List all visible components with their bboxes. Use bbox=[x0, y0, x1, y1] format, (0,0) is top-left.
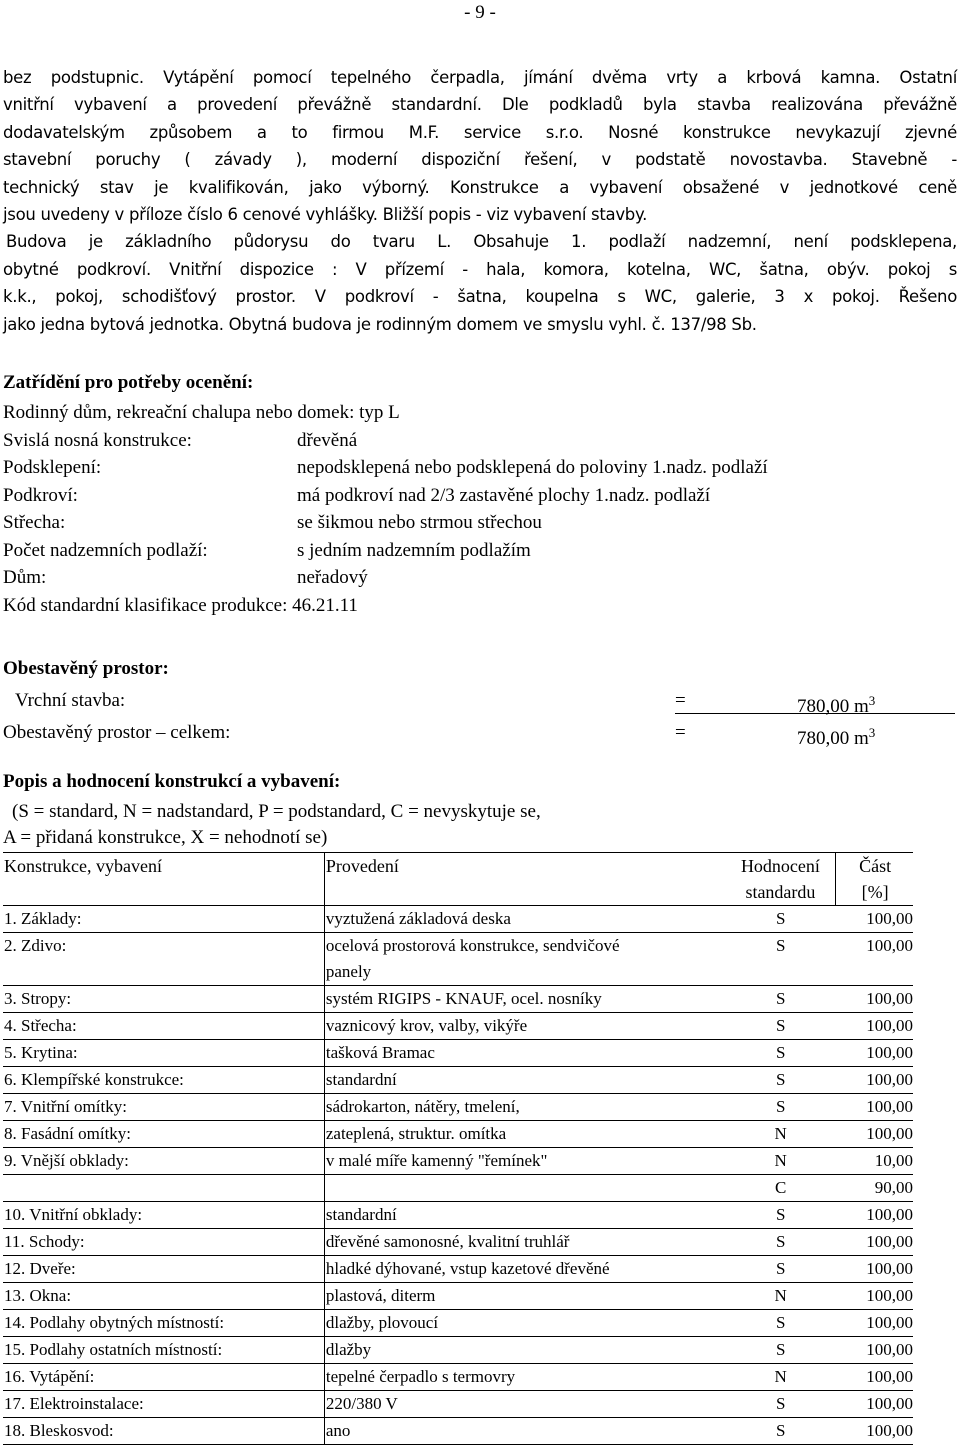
share-cell: 100,00 bbox=[836, 1013, 913, 1040]
share-cell: 100,00 bbox=[836, 1121, 913, 1148]
execution-cell: zateplená, struktur. omítka bbox=[324, 1121, 724, 1148]
rating-cell: S bbox=[725, 986, 836, 1013]
table-row bbox=[3, 1148, 913, 1175]
rating-cell: N bbox=[725, 1364, 836, 1391]
share-cell: 100,00 bbox=[836, 1067, 913, 1094]
rating-cell: N bbox=[725, 1121, 836, 1148]
table-row bbox=[3, 933, 913, 986]
legend-line: A = přidaná konstrukce, X = nehodnotí se) bbox=[3, 827, 328, 848]
classification-heading: Zatřídění pro potřeby ocenění: bbox=[3, 372, 254, 393]
share-cell: 100,00 bbox=[836, 906, 913, 933]
table-row bbox=[3, 1175, 913, 1202]
rating-cell: N bbox=[725, 1148, 836, 1175]
rating-cell: S bbox=[725, 1391, 836, 1418]
construction-cell: 1. Základy: bbox=[3, 906, 324, 933]
table-row bbox=[3, 1310, 913, 1337]
classification-type-line: Rodinný dům, rekreační chalupa nebo domek: typ L bbox=[3, 402, 400, 423]
table-header bbox=[3, 853, 913, 906]
legend-line: (S = standard, N = nadstandard, P = podstandard, C = nevyskytuje se, bbox=[12, 801, 541, 822]
share-cell: 100,00 bbox=[836, 1310, 913, 1337]
share-cell: 100,00 bbox=[836, 1202, 913, 1229]
rating-cell: S bbox=[725, 1418, 836, 1445]
table-row bbox=[3, 906, 913, 933]
execution-cell: standardní bbox=[324, 1202, 724, 1229]
classification-list bbox=[3, 399, 957, 619]
table-row bbox=[3, 1202, 913, 1229]
share-cell: 100,00 bbox=[836, 1229, 913, 1256]
construction-cell: 6. Klempířské konstrukce: bbox=[3, 1067, 324, 1094]
execution-cell: plastová, diterm bbox=[324, 1283, 724, 1310]
table-row bbox=[3, 1067, 913, 1094]
rating-cell: S bbox=[725, 1040, 836, 1067]
column-header: Část [%] bbox=[836, 853, 913, 906]
execution-cell: hladké dýhované, vstup kazetové dřevěné bbox=[324, 1256, 724, 1283]
sum-underline bbox=[675, 713, 955, 714]
share-cell: 100,00 bbox=[836, 1391, 913, 1418]
share-cell: 100,00 bbox=[836, 1337, 913, 1364]
classification-row: Střecha: se šikmou nebo strmou střechou bbox=[3, 512, 542, 533]
table-row bbox=[3, 1418, 913, 1445]
construction-cell: 7. Vnitřní omítky: bbox=[3, 1094, 324, 1121]
classification-row: Podsklepení: nepodsklepená nebo podsklepená do poloviny 1.nadz. podlaží bbox=[3, 457, 768, 478]
table-row bbox=[3, 1283, 913, 1310]
intro-line: k.k., pokoj, schodišťový prostor. V podkroví - šatna, koupelna s WC, galerie, 3 x pokoj. Řešeno bbox=[3, 287, 957, 307]
table-row bbox=[3, 1337, 913, 1364]
construction-cell: 9. Vnější obklady: bbox=[3, 1148, 324, 1175]
execution-cell: sádrokarton, nátěry, tmelení, bbox=[324, 1094, 724, 1121]
rating-cell: S bbox=[725, 1229, 836, 1256]
table-row bbox=[3, 1229, 913, 1256]
construction-cell: 17. Elektroinstalace: bbox=[3, 1391, 324, 1418]
intro-line: bez podstupnic. Vytápění pomocí tepelného čerpadla, jímání dvěma vrty a krbová kamna. Ostatní bbox=[3, 68, 957, 87]
share-cell: 100,00 bbox=[836, 1364, 913, 1391]
execution-cell: tepelné čerpadlo s termovry bbox=[324, 1364, 724, 1391]
column-header: Konstrukce, vybavení bbox=[3, 853, 324, 906]
rating-cell: S bbox=[725, 1337, 836, 1364]
share-cell: 90,00 bbox=[836, 1175, 913, 1202]
classification-row: Počet nadzemních podlaží: s jedním nadzemním podlažím bbox=[3, 539, 531, 561]
share-cell: 100,00 bbox=[836, 1256, 913, 1283]
classification-row: Svislá nosná konstrukce: dřevěná bbox=[3, 429, 358, 451]
construction-cell: 8. Fasádní omítky: bbox=[3, 1121, 324, 1148]
construction-cell: 18. Bleskosvod: bbox=[3, 1418, 324, 1445]
table-row bbox=[3, 1391, 913, 1418]
column-header: Provedení bbox=[324, 853, 724, 906]
execution-cell bbox=[324, 1175, 724, 1202]
table-row bbox=[3, 1094, 913, 1121]
share-cell: 100,00 bbox=[836, 933, 913, 986]
table-row bbox=[3, 1040, 913, 1067]
construction-cell: 4. Střecha: bbox=[3, 1013, 324, 1040]
rating-cell: N bbox=[725, 1283, 836, 1310]
construction-cell: 2. Zdivo: bbox=[3, 933, 324, 986]
rating-cell: S bbox=[725, 1310, 836, 1337]
execution-cell: vaznicový krov, valby, vikýře bbox=[324, 1013, 724, 1040]
intro-line: obytné podkroví. Vnitřní dispozice : V přízemí - hala, komora, kotelna, WC, šatna, obýv. pokoj s bbox=[3, 259, 957, 279]
execution-cell: v malé míře kamenný "řemínek" bbox=[324, 1148, 724, 1175]
execution-cell: tašková Bramac bbox=[324, 1040, 724, 1067]
construction-table bbox=[3, 852, 913, 1445]
construction-cell: 15. Podlahy ostatních místností: bbox=[3, 1337, 324, 1364]
intro-line: jako jedna bytová jednotka. Obytná budova je rodinným domem ve smyslu vyhl. č. 137/98 Sb. bbox=[3, 314, 757, 334]
share-cell: 100,00 bbox=[836, 1283, 913, 1310]
construction-cell: 13. Okna: bbox=[3, 1283, 324, 1310]
intro-line: stavební poruchy ( závady ), moderní dispoziční řešení, v podstatě novostavba. Stavebně - bbox=[3, 150, 957, 170]
execution-cell: dlažby bbox=[324, 1337, 724, 1364]
intro-paragraph bbox=[3, 64, 957, 338]
classification-row: Podkroví: má podkroví nad 2/3 zastavěné plochy 1.nadz. podlaží bbox=[3, 484, 711, 506]
rating-cell: C bbox=[725, 1175, 836, 1202]
rating-cell: S bbox=[725, 1094, 836, 1121]
volume-block bbox=[3, 686, 957, 750]
page-number: - 9 - bbox=[464, 2, 496, 23]
table-row bbox=[3, 1121, 913, 1148]
volume-row: Vrchní stavba: = 780,00 $m^3$ bbox=[3, 686, 957, 718]
table-row bbox=[3, 1013, 913, 1040]
execution-cell: dlažby, plovoucí bbox=[324, 1310, 724, 1337]
column-header: Hodnocení standardu bbox=[725, 853, 836, 906]
execution-cell: ocelová prostorová konstrukce, sendvičové panely bbox=[324, 933, 724, 986]
share-cell: 100,00 bbox=[836, 986, 913, 1013]
share-cell: 100,00 bbox=[836, 1418, 913, 1445]
execution-cell: vyztužená základová deska bbox=[324, 906, 724, 933]
table-row bbox=[3, 1364, 913, 1391]
rating-cell: S bbox=[725, 933, 836, 986]
rating-cell: S bbox=[725, 1256, 836, 1283]
execution-cell: standardní bbox=[324, 1067, 724, 1094]
share-cell: 100,00 bbox=[836, 1094, 913, 1121]
execution-cell: 220/380 V bbox=[324, 1391, 724, 1418]
volume-heading: Obestavěný prostor: bbox=[3, 658, 169, 679]
share-cell: 100,00 bbox=[836, 1040, 913, 1067]
construction-cell: 11. Schody: bbox=[3, 1229, 324, 1256]
rating-cell: S bbox=[725, 1013, 836, 1040]
construction-cell: 12. Dveře: bbox=[3, 1256, 324, 1283]
share-cell: 10,00 bbox=[836, 1148, 913, 1175]
intro-line: vnitřní vybavení a provedení převážně standardní. Dle podkladů byla stavba realizována převážně bbox=[3, 95, 957, 115]
assessment-heading: Popis a hodnocení konstrukcí a vybavení: bbox=[3, 771, 341, 792]
rating-cell: S bbox=[725, 1202, 836, 1229]
classification-code-line: Kód standardní klasifikace produkce: 46.21.11 bbox=[3, 594, 358, 616]
intro-line: jsou uvedeny v příloze číslo 6 cenové vyhlášky. Bližší popis - viz vybavení stavby. bbox=[3, 205, 648, 225]
intro-line: technický stav je kvalifikován, jako výborný. Konstrukce a vybavení obsažené v jednotkové ceně bbox=[3, 177, 957, 197]
volume-total-row: Obestavěný prostor – celkem: = 780,00 $m^3$ bbox=[3, 722, 876, 749]
execution-cell: systém RIGIPS - KNAUF, ocel. nosníky bbox=[324, 986, 724, 1013]
intro-line: Budova je základního půdorysu do tvaru L. Obsahuje 1. podlaží nadzemní, není podsklepena, bbox=[6, 232, 957, 252]
construction-cell: 5. Krytina: bbox=[3, 1040, 324, 1067]
construction-cell: 14. Podlahy obytných místností: bbox=[3, 1310, 324, 1337]
rating-cell: S bbox=[725, 906, 836, 933]
rating-cell: S bbox=[725, 1067, 836, 1094]
construction-cell: 3. Stropy: bbox=[3, 986, 324, 1013]
table-row bbox=[3, 1256, 913, 1283]
table-row bbox=[3, 986, 913, 1013]
execution-cell: dřevěné samonosné, kvalitní truhlář bbox=[324, 1229, 724, 1256]
construction-cell: 10. Vnitřní obklady: bbox=[3, 1202, 324, 1229]
execution-cell: ano bbox=[324, 1418, 724, 1445]
intro-line: dodavatelským způsobem a to firmou M.F. service s.r.o. Nosné konstrukce nevykazují zjevné bbox=[3, 122, 957, 142]
construction-cell bbox=[3, 1175, 324, 1202]
classification-row: Dům: neřadový bbox=[3, 567, 368, 588]
construction-cell: 16. Vytápění: bbox=[3, 1364, 324, 1391]
